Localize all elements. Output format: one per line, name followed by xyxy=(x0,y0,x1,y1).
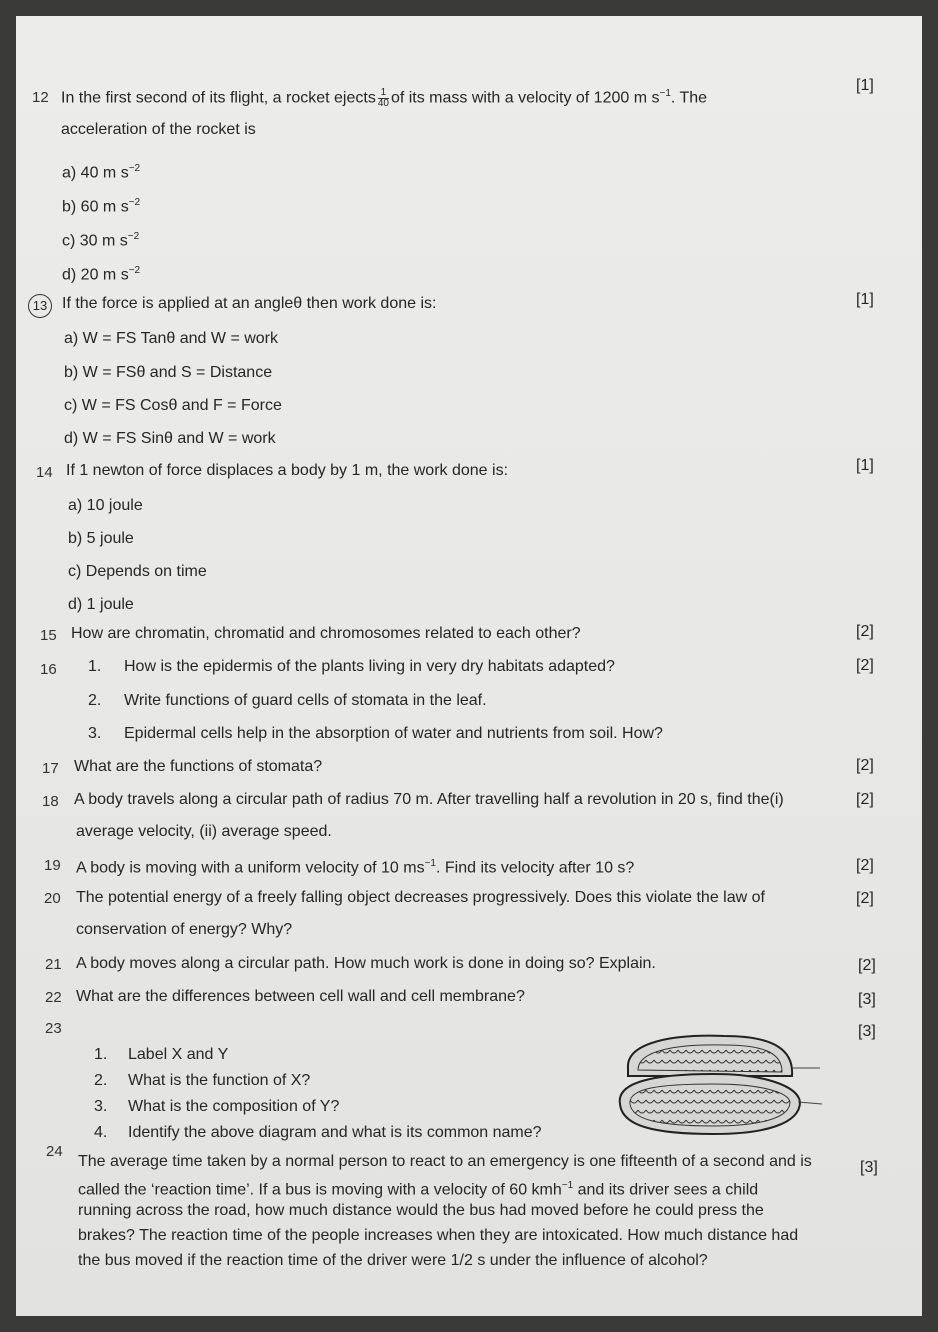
question-14-text: If 1 newton of force displaces a body by 1 m, the work done is: xyxy=(66,462,509,479)
sub-item-text: What is the function of X? xyxy=(128,1072,311,1089)
sub-item-number: 2. xyxy=(94,1072,108,1089)
question-24-line5: the bus moved if the reaction time of the driver were 1/2 s under the influence of alcohol? xyxy=(78,1252,708,1269)
sub-item-text: Epidermal cells help in the absorption of water and nutrients from soil. How? xyxy=(124,725,663,742)
question-number: 16 xyxy=(40,661,57,678)
marks-label: [3] xyxy=(858,1023,876,1040)
question-21-text: A body moves along a circular path. How much work is done in doing so? Explain. xyxy=(76,955,656,972)
option-a: a) 10 joule xyxy=(68,497,143,514)
question-19-text: A body is moving with a uniform velocity of 10 $ms^{-1}$. Find its velocity after 10 s? xyxy=(76,858,635,877)
question-number: 21 xyxy=(45,956,62,973)
exam-sheet xyxy=(16,16,922,1316)
marks-label: [3] xyxy=(860,1159,878,1176)
question-13-text: If the force is applied at an angleθ then work done is: xyxy=(62,295,437,312)
sub-item-number: 3. xyxy=(88,725,102,742)
question-18-text: A body travels along a circular path of radius 70 m. After travelling half a revolution in 20 s, find the(i) xyxy=(74,791,784,808)
question-12-text-line2: acceleration of the rocket is xyxy=(61,121,256,138)
question-number-circled: 13 xyxy=(28,294,52,318)
marks-label: [2] xyxy=(856,791,874,808)
marks-label: [1] xyxy=(856,77,874,94)
option-b: b) 60 m $s^{-2}$ xyxy=(62,197,141,216)
sub-item-text: What is the composition of Y? xyxy=(128,1098,340,1115)
question-15-text: How are chromatin, chromatid and chromosomes related to each other? xyxy=(71,625,581,642)
question-number: 18 xyxy=(42,793,59,810)
question-20-text: The potential energy of a freely falling object decreases progressively. Does this violate the law of xyxy=(76,889,765,906)
question-24-line4: brakes? The reaction time of the people increases when they are intoxicated. How much distance had xyxy=(78,1227,799,1244)
question-24-line2: called the ‘reaction time’. If a bus is moving with a velocity of 60 kmh$^{-1}$ and its driver sees a child xyxy=(78,1180,759,1199)
question-12-text: In the first second of its flight, a rocket ejects $\frac{1}{40}$ of its mass with a velocity of 1200 m $s^{-1}$. The xyxy=(61,86,708,109)
question-number: 22 xyxy=(45,989,62,1006)
question-number: 23 xyxy=(45,1020,62,1037)
question-number: 15 xyxy=(40,627,57,644)
question-22-text: What are the differences between cell wall and cell membrane? xyxy=(76,988,525,1005)
option-a: a) W = FS Tanθ and W = work xyxy=(64,330,279,347)
option-d: d) W = FS Sinθ and W = work xyxy=(64,430,276,447)
option-c: c) 30 m $s^{-2}$ xyxy=(62,231,140,250)
question-number: 17 xyxy=(42,760,59,777)
sub-item-text: Identify the above diagram and what is its common name? xyxy=(128,1124,542,1141)
option-c: c) W = FS Cosθ and F = Force xyxy=(64,397,282,414)
marks-label: [2] xyxy=(856,757,874,774)
question-number: 19 xyxy=(44,857,61,874)
option-a: a) 40 m $s^{-2}$ xyxy=(62,163,141,182)
marks-label: [3] xyxy=(858,991,876,1008)
marks-label: [1] xyxy=(856,291,874,308)
question-number: 20 xyxy=(44,890,61,907)
marks-label: [2] xyxy=(856,657,874,674)
question-number: 24 xyxy=(46,1143,63,1160)
question-17-text: What are the functions of stomata? xyxy=(74,758,323,775)
mitochondrion-diagram xyxy=(614,1028,834,1148)
option-c: c) Depends on time xyxy=(68,563,207,580)
option-d: d) 1 joule xyxy=(68,596,134,613)
marks-label: [2] xyxy=(856,623,874,640)
question-number: 14 xyxy=(36,464,53,481)
marks-label: [2] xyxy=(858,957,876,974)
marks-label: [2] xyxy=(856,857,874,874)
sub-item-text: Write functions of guard cells of stomata in the leaf. xyxy=(124,692,487,709)
question-18-text-line2: average velocity, (ii) average speed. xyxy=(76,823,332,840)
question-24-line3: running across the road, how much distance would the bus had moved before he could press the xyxy=(78,1202,764,1219)
sub-item-number: 1. xyxy=(88,658,102,675)
question-20-text-line2: conservation of energy? Why? xyxy=(76,921,293,938)
sub-item-number: 4. xyxy=(94,1124,108,1141)
marks-label: [1] xyxy=(856,457,874,474)
marks-label: [2] xyxy=(856,890,874,907)
sub-item-text: How is the epidermis of the plants living in very dry habitats adapted? xyxy=(124,658,615,675)
question-24-line1: The average time taken by a normal person to react to an emergency is one fifteenth of a second and is xyxy=(78,1153,812,1170)
option-b: b) W = FSθ and S = Distance xyxy=(64,364,273,381)
sub-item-text: Label X and Y xyxy=(128,1046,229,1063)
label-pointer-y xyxy=(798,1102,822,1104)
sub-item-number: 1. xyxy=(94,1046,108,1063)
question-number: 12 xyxy=(32,89,49,106)
option-d: d) 20 m $s^{-2}$ xyxy=(62,265,141,284)
sub-item-number: 3. xyxy=(94,1098,108,1115)
option-b: b) 5 joule xyxy=(68,530,134,547)
sub-item-number: 2. xyxy=(88,692,102,709)
fraction: $\frac{1}{40}$ xyxy=(377,86,389,109)
